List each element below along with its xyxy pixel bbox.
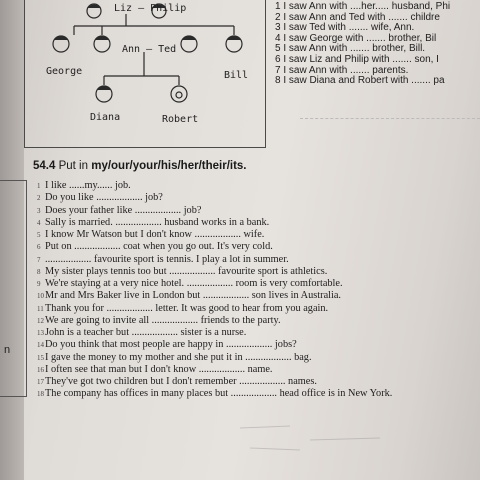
exercise-item-text: .................. favourite sport is tennis. I play a lot in summer. <box>45 253 289 265</box>
exercise-item-number: 12 <box>37 316 44 325</box>
exercise-number: 54.4 <box>33 160 56 172</box>
exercise-item <box>37 339 392 351</box>
left-margin-letter: n <box>4 344 11 356</box>
exercise-item-number: 13 <box>37 329 44 337</box>
exercise-item-text: We are going to invite all .................. friends to the party. <box>45 314 281 326</box>
diana-label: Diana <box>90 112 121 123</box>
exercise-item-number: 4 <box>37 218 41 227</box>
exercise-item-number: 11 <box>37 304 44 313</box>
exercise-item-text: Do you like .................. job? <box>45 192 163 204</box>
previous-exercise-item: 2 I saw Ann and Ted with ....... childre <box>275 11 440 23</box>
previous-exercise-item: 7 I saw Ann with ....... parents. <box>275 64 409 76</box>
exercise-item-number: 3 <box>37 206 41 215</box>
previous-exercise-item: 5 I saw Ann with ....... brother, Bill. <box>275 43 426 55</box>
exercise-item-text: My sister plays tennis too but .................. favourite sport is athletics. <box>45 265 328 277</box>
exercise-words: my/our/your/his/her/their/its. <box>91 160 247 172</box>
previous-exercise-item: 3 I saw Ted with ....... wife, Ann. <box>275 22 415 34</box>
exercise-item <box>37 315 392 327</box>
exercise-item-number: 9 <box>37 280 41 288</box>
exercise-item <box>37 352 392 364</box>
exercise-item-number: 7 <box>37 255 41 264</box>
exercise-item-text: Does your father like .................. job? <box>45 204 202 216</box>
exercise-item <box>37 205 392 217</box>
exercise-item-text: I gave the money to my mother and she put it in .................. bag. <box>45 351 312 363</box>
exercise-item-text: We're staying at a very nice hotel. .................. room is very comfortable. <box>45 278 343 289</box>
exercise-item-text: I like ......my...... job. <box>45 180 131 191</box>
exercise-item-number: 16 <box>37 365 44 374</box>
exercise-item <box>37 327 392 339</box>
exercise-item <box>37 388 392 400</box>
previous-exercise-item: 1 I saw Ann with ....her..... husband, Phi <box>275 1 451 12</box>
exercise-item-number: 2 <box>37 194 41 203</box>
top-couple-label: Liz – Philip <box>114 3 187 14</box>
exercise-item <box>37 192 392 204</box>
exercise-item <box>37 303 392 315</box>
exercise-item-number: 1 <box>37 182 41 190</box>
exercise-item <box>37 241 392 253</box>
exercise-item-text: Put on .................. coat when you go out. It's very cold. <box>45 241 273 253</box>
exercise-item <box>37 229 392 241</box>
exercise-item-text: Do you think that most people are happy in .................. jobs? <box>45 339 297 351</box>
exercise-item <box>37 278 392 290</box>
exercise-item-number: 15 <box>37 353 44 362</box>
left-page-box <box>0 180 27 397</box>
faint-bleed-through <box>230 418 390 458</box>
exercise-item-text: Mr and Mrs Baker live in London but .................. son lives in Australia. <box>45 290 342 302</box>
exercise-item-text: I often see that man but I don't know .................. name. <box>45 363 273 375</box>
exercise-item-number: 14 <box>37 341 44 350</box>
exercise-item-text: John is a teacher but .................. sister is a nurse. <box>45 327 247 338</box>
previous-exercise-item: 8 I saw Diana and Robert with ....... pa <box>275 75 445 87</box>
robert-label: Robert <box>162 114 199 125</box>
exercise-item-text: Sally is married. .................. husband works in a bank. <box>45 216 270 228</box>
exercise-item <box>37 290 392 302</box>
exercise-heading <box>33 160 247 172</box>
exercise-item-number: 6 <box>37 243 41 252</box>
exercise-item <box>37 364 392 376</box>
exercise-item-text: I know Mr Watson but I don't know .................. wife. <box>45 229 265 240</box>
exercise-item-number: 18 <box>37 390 44 399</box>
previous-exercise-list <box>275 0 480 87</box>
exercise-item <box>37 266 392 278</box>
exercise-item-number: 8 <box>37 267 41 276</box>
exercise-item-number: 17 <box>37 378 44 386</box>
bill-label: Bill <box>224 70 249 81</box>
exercise-item <box>37 217 392 229</box>
previous-exercise-item: 6 I saw Liz and Philip with ....... son, I <box>275 53 439 65</box>
exercise-item-text: They've got two children but I don't remember .................. names. <box>45 376 317 387</box>
exercise-item <box>37 376 392 388</box>
exercise-item <box>37 180 392 192</box>
george-label: George <box>46 66 83 77</box>
divider <box>300 118 480 119</box>
exercise-item-number: 10 <box>37 292 44 301</box>
previous-exercise-item: 4 I saw George with ....... brother, Bil <box>275 32 437 44</box>
exercise-list <box>37 180 392 401</box>
exercise-item-text: The company has offices in many places but .................. head office is in New York. <box>45 388 393 400</box>
middle-couple-label: Ann – Ted <box>122 44 177 55</box>
exercise-item-text: Thank you for .................. letter. It was good to hear from you again. <box>45 302 329 314</box>
exercise-item <box>37 254 392 266</box>
exercise-item-number: 5 <box>37 231 41 239</box>
exercise-instruction: Put in <box>58 160 89 172</box>
